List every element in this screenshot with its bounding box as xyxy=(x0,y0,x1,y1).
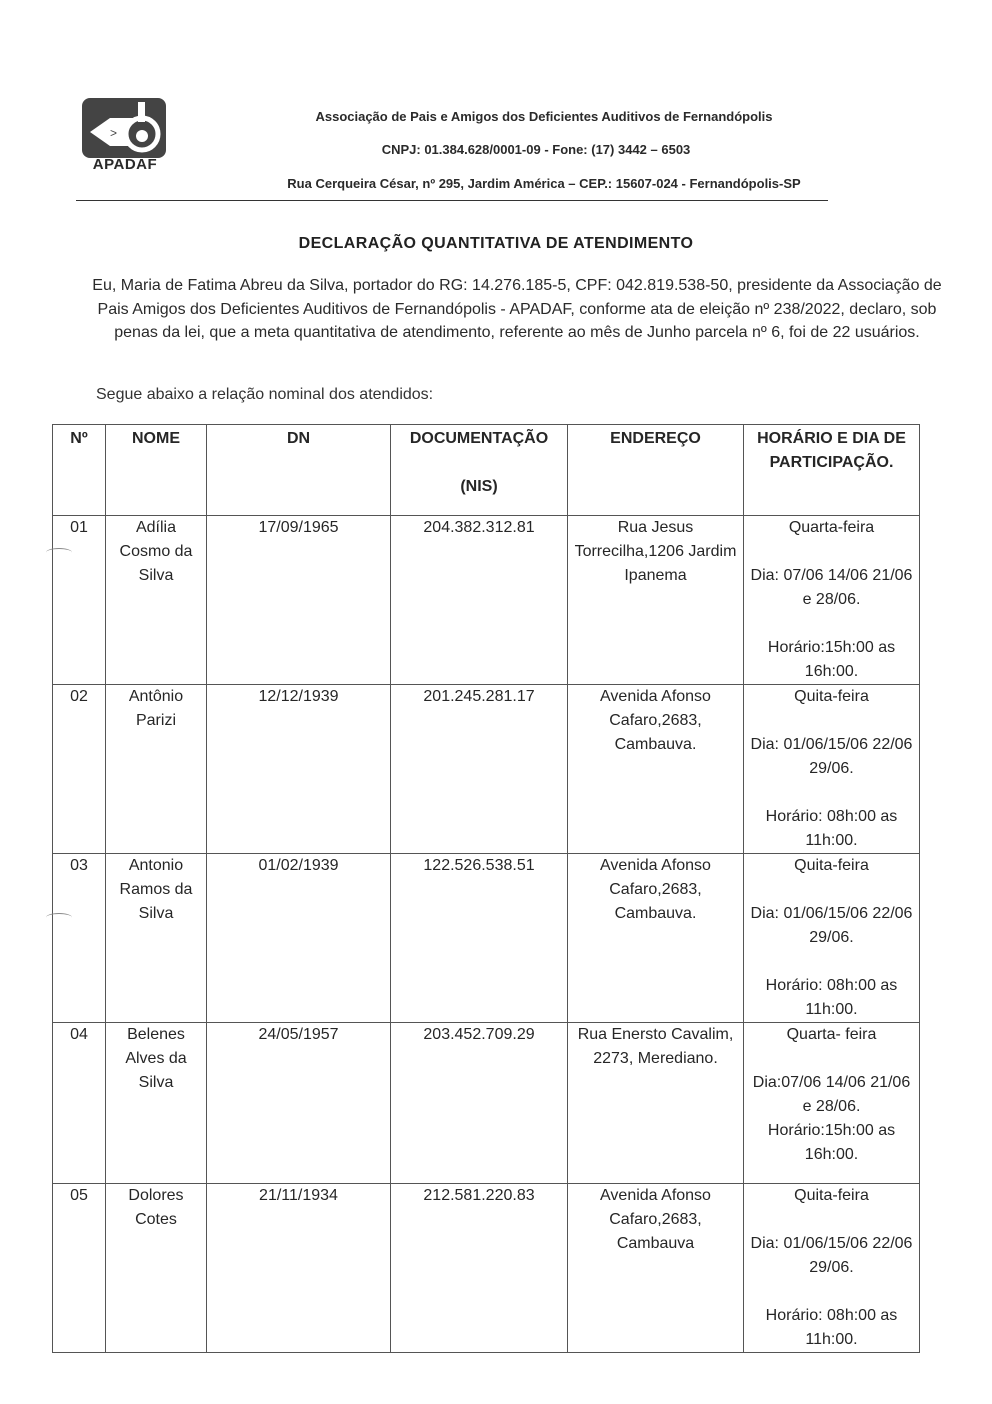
svg-text:>: > xyxy=(110,126,118,140)
table-row xyxy=(53,1023,920,1184)
table-row xyxy=(53,854,920,1023)
col-header-dn: DN xyxy=(207,425,391,516)
row-number: 02 xyxy=(53,685,106,854)
row-nis: 212.581.220.83 xyxy=(391,1184,568,1353)
col-header-schedule: HORÁRIO E DIA DE PARTICIPAÇÃO. xyxy=(744,425,920,516)
col-header-address: ENDEREÇO xyxy=(568,425,744,516)
row-dn: 21/11/1934 xyxy=(207,1184,391,1353)
col-header-name: NOME xyxy=(106,425,207,516)
row-number: 01 xyxy=(53,516,106,685)
row-schedule: Quita-feira Dia: 01/06/15/06 22/06 29/06. Horário: 08h:00 as 11h:00. xyxy=(744,854,920,1023)
row-address: Rua Enersto Cavalim, 2273, Merediano. xyxy=(568,1023,744,1184)
row-dn: 12/12/1939 xyxy=(207,685,391,854)
row-name: Belenes Alves da Silva xyxy=(106,1023,207,1184)
row-nis: 203.452.709.29 xyxy=(391,1023,568,1184)
logo-text: APADAF xyxy=(92,156,158,173)
row-schedule: Quarta-feira Dia: 07/06 14/06 21/06 e 28/06. Horário:15h:00 as 16h:00. xyxy=(744,516,920,685)
list-intro: Segue abaixo a relação nominal dos atendidos: xyxy=(96,386,434,403)
row-name: Adília Cosmo da Silva xyxy=(106,516,207,685)
row-nis: 122.526.538.51 xyxy=(391,854,568,1023)
table-row xyxy=(53,685,920,854)
row-name: Antonio Ramos da Silva xyxy=(106,854,207,1023)
document-title: DECLARAÇÃO QUANTITATIVA DE ATENDIMENTO xyxy=(298,235,694,252)
declaration-paragraph: Eu, Maria de Fatima Abreu da Silva, portador do RG: 14.276.185-5, CPF: 042.819.538-50, presidente da Associação de Pais Amigos dos Deficientes Auditivos de Fernandópolis - APADAF, conforme ata de eleição nº 238/2022, declaro, sob penas da lei, que a meta quantitativa de atendimento, referente ao mês de Junho parcela nº 6, foi de 22 usuários. xyxy=(92,277,942,341)
row-schedule: Quita-feira Dia: 01/06/15/06 22/06 29/06. Horário: 08h:00 as 11h:00. xyxy=(744,685,920,854)
scan-punch-mark xyxy=(46,913,72,922)
row-number: 05 xyxy=(53,1184,106,1353)
row-schedule: Quarta- feira Dia:07/06 14/06 21/06 e 28/06. Horário:15h:00 as 16h:00. xyxy=(744,1023,920,1184)
row-name: Dolores Cotes xyxy=(106,1184,207,1353)
row-schedule: Quita-feira Dia: 01/06/15/06 22/06 29/06. Horário: 08h:00 as 11h:00. xyxy=(744,1184,920,1353)
scan-punch-mark xyxy=(46,548,72,557)
address-line: Rua Cerqueira César, nº 295, Jardim América – CEP.: 15607-024 - Fernandópolis-SP xyxy=(287,176,801,191)
row-nis: 204.382.312.81 xyxy=(391,516,568,685)
row-dn: 01/02/1939 xyxy=(207,854,391,1023)
row-nis: 201.245.281.17 xyxy=(391,685,568,854)
row-address: Rua Jesus Torrecilha,1206 Jardim Ipanema xyxy=(568,516,744,685)
row-number: 03 xyxy=(53,854,106,1023)
table-row xyxy=(53,516,920,685)
col-header-documentation: DOCUMENTAÇÃO (NIS) xyxy=(391,425,568,516)
contact-line: CNPJ: 01.384.628/0001-09 - Fone: (17) 3442 – 6503 xyxy=(381,142,691,157)
row-name: Antônio Parizi xyxy=(106,685,207,854)
table-header-row xyxy=(53,425,920,516)
col-header-no: Nº xyxy=(53,425,106,516)
header-divider xyxy=(76,200,828,201)
row-dn: 17/09/1965 xyxy=(207,516,391,685)
attendees-table xyxy=(52,424,920,1353)
row-number: 04 xyxy=(53,1023,106,1184)
row-address: Avenida Afonso Cafaro,2683, Cambauva. xyxy=(568,854,744,1023)
org-name: Associação de Pais e Amigos dos Deficientes Auditivos de Fernandópolis xyxy=(315,109,773,124)
row-address: Avenida Afonso Cafaro,2683, Cambauva. xyxy=(568,685,744,854)
table-row xyxy=(53,1184,920,1353)
row-dn: 24/05/1957 xyxy=(207,1023,391,1184)
row-address: Avenida Afonso Cafaro,2683, Cambauva xyxy=(568,1184,744,1353)
